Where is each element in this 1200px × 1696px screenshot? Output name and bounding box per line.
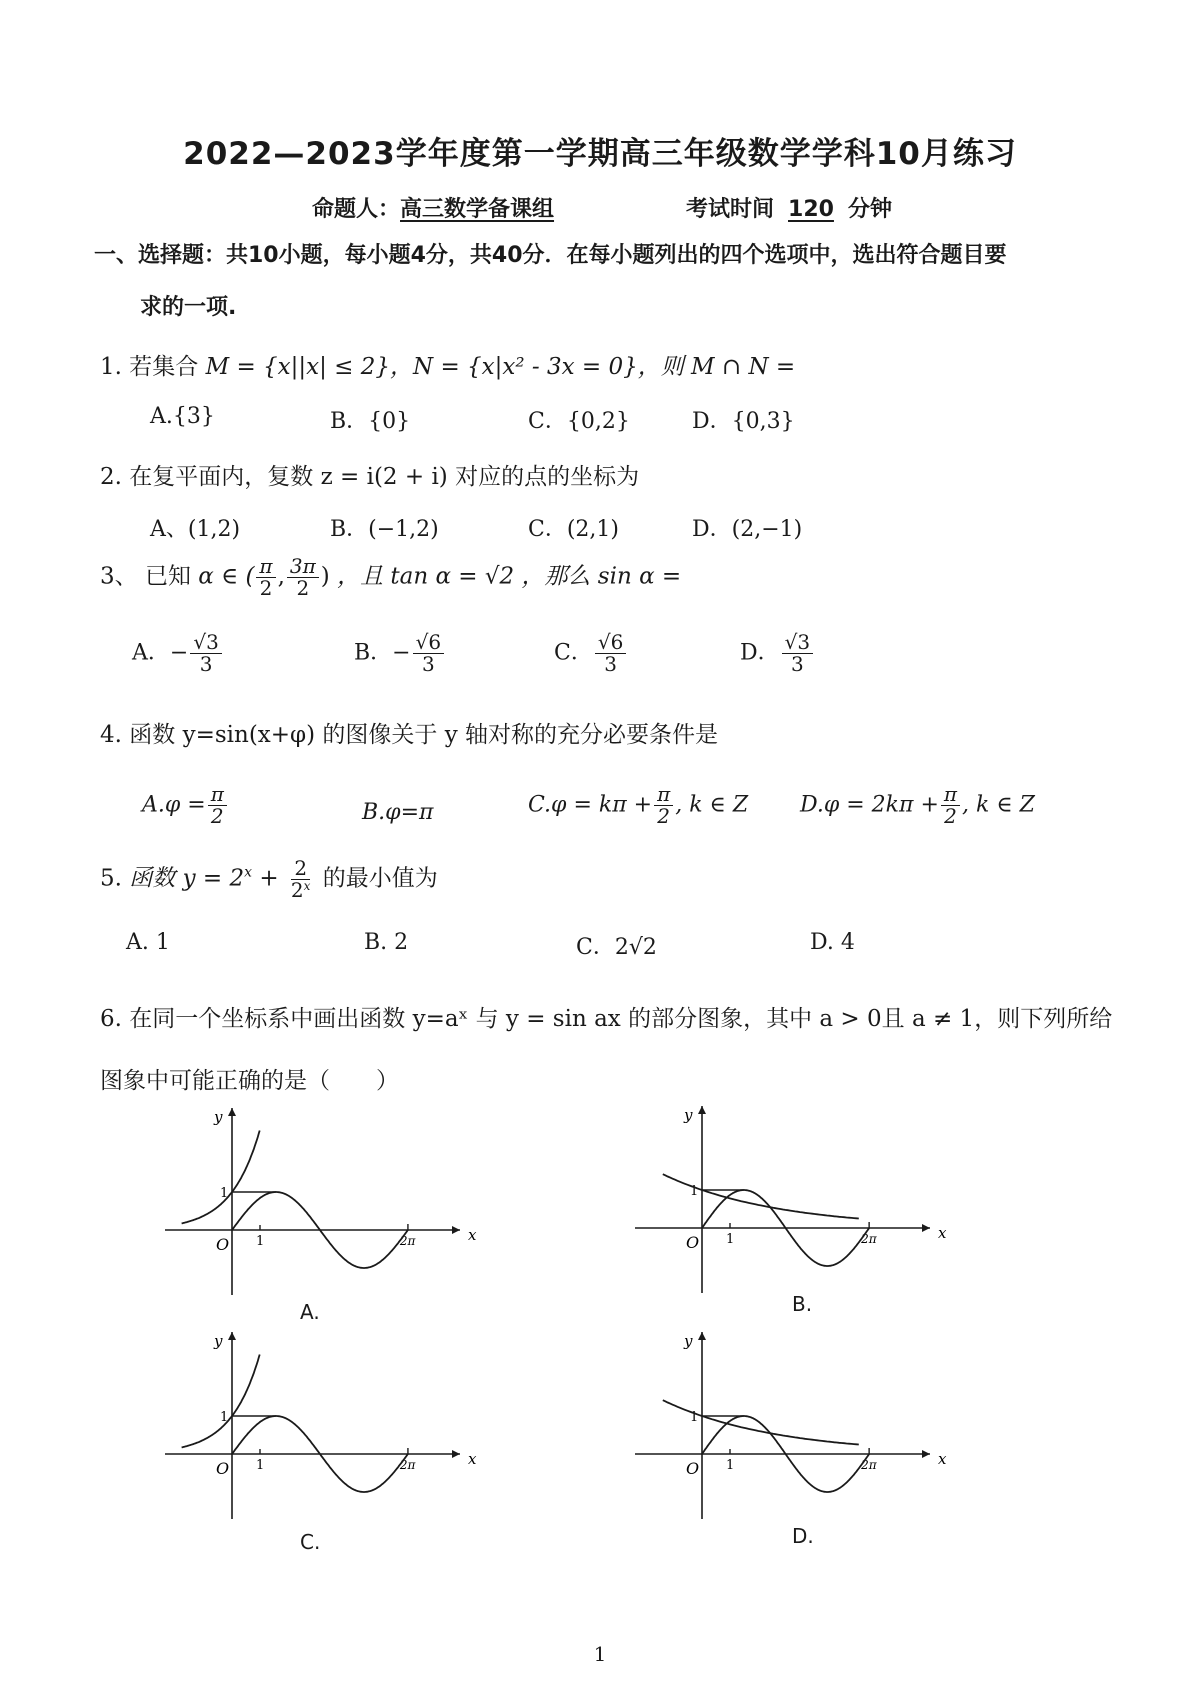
y-axis-label: y bbox=[214, 1332, 223, 1350]
tick-label-x-1: 1 bbox=[726, 1232, 735, 1247]
question-6: 6. 在同一个坐标系中画出函数 y=aˣ 与 y = sin ax 的部分图象，其中 a > 0且 a ≠ 1，则下列所给 bbox=[100, 1006, 1113, 1032]
graph-c-label: C. bbox=[300, 1530, 321, 1554]
x-axis-arrow bbox=[452, 1226, 460, 1234]
q3-stem-mid: ，且 tan α = √2 ，那么 sin α = bbox=[337, 563, 682, 590]
origin-label: O bbox=[686, 1233, 700, 1252]
x-axis-label: x bbox=[468, 1226, 477, 1244]
time-label: 考试时间 bbox=[686, 197, 775, 222]
y-axis-arrow bbox=[228, 1332, 236, 1340]
tick-label-x-1: 1 bbox=[256, 1234, 265, 1249]
q2-stem: 在复平面内，复数 z = i(2 + i) 对应的点的坐标为 bbox=[129, 464, 640, 490]
q3-stem-prefix: 已知 bbox=[144, 563, 191, 590]
y-axis-arrow bbox=[698, 1332, 706, 1340]
graph-a-label: A. bbox=[300, 1300, 320, 1324]
question-5: 5. 函数 $y = 2^x$ + $\frac{2}{2^x}$ 的最小值为 bbox=[100, 856, 438, 902]
q3-option-a: A．− $\frac{√3}{3}$ bbox=[132, 632, 224, 675]
question-2: 2. 在复平面内，复数 z = i(2 + i) 对应的点的坐标为 bbox=[100, 464, 640, 490]
x-axis-arrow bbox=[922, 1450, 930, 1458]
author-label: 命题人： bbox=[312, 197, 401, 222]
graph-c bbox=[160, 1324, 520, 1524]
graph-b bbox=[630, 1098, 990, 1298]
x-axis-label: x bbox=[938, 1224, 947, 1242]
y-axis-label: y bbox=[214, 1108, 223, 1126]
q4-option-b: B.φ=π bbox=[362, 800, 434, 825]
q1-option-d: D．{0,3} bbox=[692, 409, 795, 434]
time-line bbox=[686, 192, 892, 223]
tick-label-y-1: 1 bbox=[220, 1410, 229, 1425]
tick-label-x-2pi: 2π bbox=[861, 1458, 877, 1472]
author-line bbox=[312, 192, 554, 223]
x-axis-arrow bbox=[922, 1224, 930, 1232]
q2-option-d: D．(2,−1) bbox=[692, 517, 803, 542]
origin-label: O bbox=[216, 1459, 230, 1478]
q1-option-c: C．{0,2} bbox=[528, 409, 630, 434]
q5-option-a: A. 1 bbox=[126, 930, 170, 955]
q5-stem-suffix: 的最小值为 bbox=[322, 865, 438, 892]
graph-d bbox=[630, 1324, 990, 1524]
q4-option-d: D.φ = 2kπ + $\frac{\pi}{2}$ , k ∈ Z bbox=[800, 782, 1035, 828]
x-axis-label: x bbox=[468, 1450, 477, 1468]
tick-label-x-1: 1 bbox=[726, 1458, 735, 1473]
q6-stem-line2: 图象中可能正确的是（ ） bbox=[100, 1068, 399, 1094]
q6-stem-line1: 在同一个坐标系中画出函数 y=aˣ 与 y = sin ax 的部分图象，其中 a > 0且 a ≠ 1，则下列所给 bbox=[129, 1006, 1113, 1032]
origin-label: O bbox=[216, 1235, 230, 1254]
q2-option-b: B．(−1,2) bbox=[330, 517, 439, 542]
q1-option-b: B．{0} bbox=[330, 409, 411, 434]
origin-label: O bbox=[686, 1459, 700, 1478]
tick-label-x-1: 1 bbox=[256, 1458, 265, 1473]
tick-label-x-2pi: 2π bbox=[861, 1232, 877, 1246]
q2-option-a: A、(1,2) bbox=[150, 517, 241, 542]
q3-option-d: D． $\frac{√3}{3}$ bbox=[740, 632, 815, 675]
y-axis-label: y bbox=[684, 1332, 693, 1350]
question-3: 3、 已知 α ∈ ( $\frac{\pi}{2}$ , $\frac{3\pi}{2}$ ) ，且 tan α = √2 ，那么 sin α = bbox=[100, 554, 682, 600]
q4-option-a: A.φ = $\frac{\pi}{2}$ bbox=[142, 784, 229, 827]
tick-label-x-2pi: 2π bbox=[399, 1458, 416, 1472]
tick-label-x-2pi: 2π bbox=[399, 1234, 416, 1248]
tick-label-y-1: 1 bbox=[690, 1184, 699, 1199]
q4-option-c: C.φ = kπ + $\frac{\pi}{2}$ , k ∈ Z bbox=[528, 782, 749, 828]
q5-option-d: D. 4 bbox=[810, 930, 855, 955]
q1-stem-prefix: 若集合 bbox=[129, 354, 199, 380]
section-heading-cont: 求的一项. bbox=[140, 295, 237, 320]
q5-option-c: C．2√2 bbox=[576, 935, 657, 960]
graph-a bbox=[160, 1100, 520, 1300]
q5-stem-prefix: 函数 y = 2 bbox=[129, 865, 245, 892]
page-number: 1 bbox=[593, 1642, 607, 1666]
q3-option-c: C． $\frac{√6}{3}$ bbox=[554, 632, 628, 675]
y-axis-label: y bbox=[684, 1106, 693, 1124]
y-axis-arrow bbox=[228, 1108, 236, 1116]
q5-option-b: B. 2 bbox=[364, 930, 409, 955]
q1-stem-math: M = {x||x| ≤ 2}，N = {x|x² - 3x = 0}，则 M ∩ N = bbox=[205, 354, 796, 380]
q4-stem: 函数 y=sin(x+φ) 的图像关于 y 轴对称的充分必要条件是 bbox=[129, 722, 719, 748]
question-1: 1. 若集合 M = {x||x| ≤ 2}，N = {x|x² - 3x = 0}，则 M ∩ N = bbox=[100, 354, 796, 380]
time-unit: 分钟 bbox=[847, 197, 892, 222]
q3-option-b: B．− $\frac{√6}{3}$ bbox=[354, 632, 446, 675]
y-axis-arrow bbox=[698, 1106, 706, 1114]
tick-label-y-1: 1 bbox=[690, 1410, 699, 1425]
question-4: 4. 函数 y=sin(x+φ) 的图像关于 y 轴对称的充分必要条件是 bbox=[100, 722, 719, 748]
page-title: 2022—2023学年度第一学期高三年级数学学科10月练习 bbox=[183, 136, 1017, 172]
tick-label-y-1: 1 bbox=[220, 1186, 229, 1201]
author-name: 高三数学备课组 bbox=[400, 197, 555, 222]
x-axis-label: x bbox=[938, 1450, 947, 1468]
time-value: 120 bbox=[788, 197, 834, 222]
x-axis-arrow bbox=[452, 1450, 460, 1458]
section-heading: 一、选择题：共10小题，每小题4分，共40分．在每小题列出的四个选项中，选出符合题目要 bbox=[94, 243, 1007, 268]
graph-b-label: B. bbox=[792, 1292, 813, 1316]
q2-option-c: C．(2,1) bbox=[528, 517, 619, 542]
q1-option-a: A.{3} bbox=[150, 404, 215, 429]
graph-d-label: D. bbox=[792, 1524, 814, 1548]
